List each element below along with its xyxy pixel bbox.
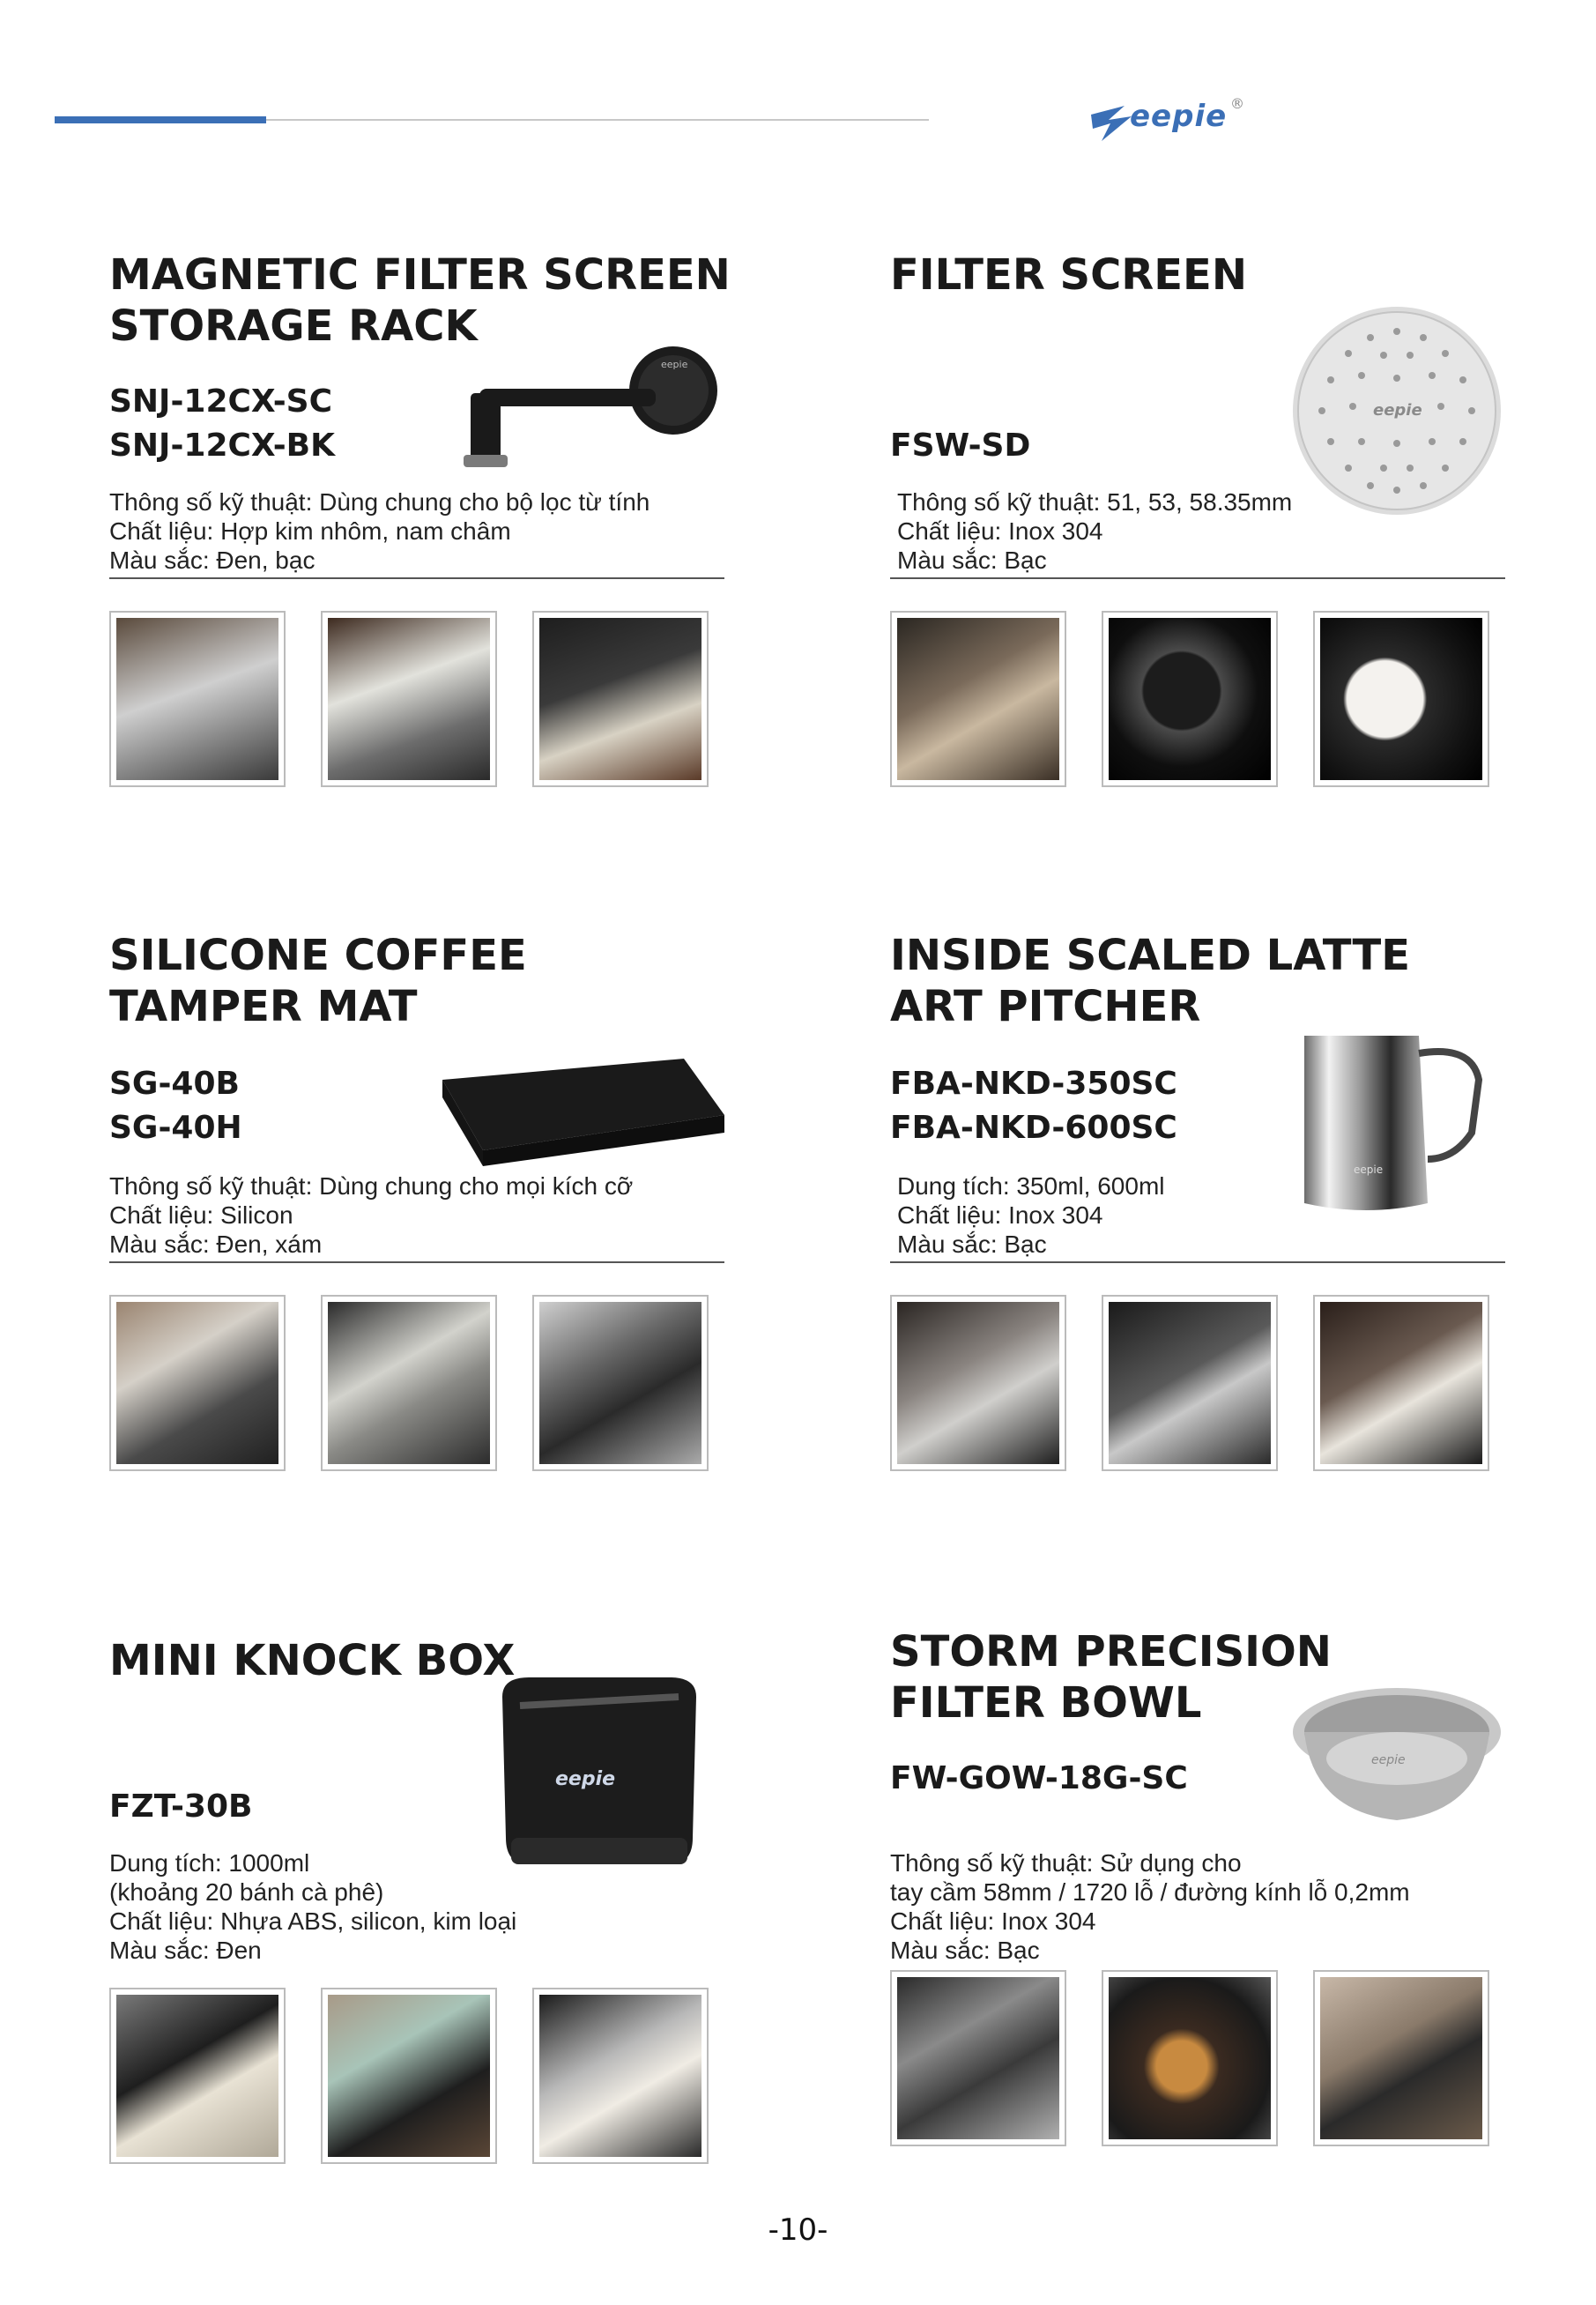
spec-line: Chất liệu: Inox 304: [890, 1907, 1096, 1935]
product-photo: [109, 611, 286, 787]
product-photo: [532, 611, 709, 787]
product-photo: [890, 1295, 1066, 1471]
product-code: SNJ-12CX-SC: [109, 383, 333, 420]
product-photo: [532, 1295, 709, 1471]
photo-row: [109, 611, 709, 787]
photo-row: [109, 1988, 709, 2164]
spec-line: Màu sắc: Bạc: [897, 547, 1047, 574]
product-specs: [890, 1848, 1410, 1965]
product-card: [109, 249, 731, 919]
top-divider-line: [266, 119, 929, 121]
product-card: [890, 249, 1507, 919]
title-line: STORAGE RACK: [109, 301, 478, 351]
product-card: [890, 1626, 1507, 2296]
spec-line: Dung tích: 350ml, 600ml: [897, 1172, 1165, 1200]
tamper-mat-image: [437, 1053, 728, 1168]
spec-line: Chất liệu: Inox 304: [897, 1201, 1103, 1229]
title-line: INSIDE SCALED LATTE: [890, 931, 1411, 980]
svg-text:eepie: eepie: [555, 1768, 616, 1790]
product-specs: [109, 1848, 516, 1965]
product-title: [109, 249, 731, 352]
product-photo: [532, 1988, 709, 2164]
spec-line: Thông số kỹ thuật: Sử dụng cho: [890, 1849, 1242, 1877]
product-photo: [1313, 1295, 1489, 1471]
spec-line: Thông số kỹ thuật: Dùng chung cho mọi kích cỡ: [109, 1172, 634, 1200]
title-line: TAMPER MAT: [109, 982, 418, 1031]
product-specs: [897, 1171, 1165, 1259]
top-accent-line: [55, 116, 266, 123]
spec-line: Màu sắc: Đen: [109, 1937, 262, 1964]
product-specs: [109, 487, 650, 575]
product-specs: [109, 1171, 633, 1259]
product-code: SNJ-12CX-BK: [109, 428, 336, 464]
product-card: [109, 1635, 726, 2305]
photo-row: [890, 1970, 1489, 2146]
product-photo: [1313, 1970, 1489, 2146]
product-card: [890, 930, 1507, 1600]
product-photo: [321, 1295, 497, 1471]
product-codes: [890, 424, 1030, 468]
product-photo: [890, 1970, 1066, 2146]
brand-logo-text: eepie: [1130, 99, 1228, 134]
filter-screen-image: [1287, 301, 1507, 521]
svg-text:eepie: eepie: [1371, 1753, 1406, 1767]
product-photo: [890, 611, 1066, 787]
product-title: [109, 930, 673, 1032]
spec-line: Thông số kỹ thuật: Dùng chung cho bộ lọc từ tính: [109, 488, 650, 516]
photo-row: [890, 1295, 1489, 1471]
product-photo: [321, 611, 497, 787]
title-line: STORM PRECISION: [890, 1627, 1332, 1677]
svg-text:eepie: eepie: [1373, 401, 1422, 420]
spec-line: (khoảng 20 bánh cà phê): [109, 1878, 384, 1906]
product-specs: [897, 487, 1292, 575]
spec-line: Chất liệu: Silicon: [109, 1201, 293, 1229]
section-rule: [890, 1261, 1505, 1263]
registered-mark: ®: [1230, 95, 1244, 112]
product-codes: [109, 380, 335, 468]
product-code: FSW-SD: [890, 428, 1031, 464]
product-card: [109, 930, 726, 1600]
knock-box-image: [494, 1670, 723, 1873]
page-number: -10-: [768, 2212, 828, 2248]
title-line: FILTER BOWL: [890, 1678, 1202, 1728]
product-code: FZT-30B: [109, 1788, 253, 1825]
spec-line: Dung tích: 1000ml: [109, 1849, 310, 1877]
product-code: SG-40H: [109, 1110, 242, 1146]
title-line: MAGNETIC FILTER SCREEN: [109, 250, 731, 300]
brand-logo: [1089, 95, 1248, 148]
section-rule: [109, 577, 724, 579]
photo-row: [890, 611, 1489, 787]
section-rule: [109, 1261, 724, 1263]
product-photo: [1102, 1295, 1278, 1471]
product-title: [890, 249, 1454, 301]
spec-line: Màu sắc: Bạc: [897, 1231, 1047, 1258]
product-photo: [321, 1988, 497, 2164]
product-code: FBA-NKD-600SC: [890, 1110, 1177, 1146]
spec-line: Chất liệu: Hợp kim nhôm, nam châm: [109, 517, 511, 545]
spec-line: Chất liệu: Nhựa ABS, silicon, kim loại: [109, 1907, 517, 1935]
spec-line: Thông số kỹ thuật: 51, 53, 58.35mm: [897, 488, 1293, 516]
section-rule: [890, 577, 1505, 579]
spec-line: Màu sắc: Bạc: [890, 1937, 1040, 1964]
product-photo: [109, 1988, 286, 2164]
product-codes: [890, 1062, 1177, 1150]
svg-text:eepie: eepie: [661, 359, 688, 370]
title-line: FILTER SCREEN: [890, 250, 1247, 300]
product-photo: [109, 1295, 286, 1471]
spec-line: Màu sắc: Đen, xám: [109, 1231, 323, 1258]
product-codes: [890, 1757, 1188, 1801]
filter-bowl-image: [1287, 1679, 1507, 1829]
latte-pitcher-image: [1287, 1027, 1498, 1221]
spec-line: Chất liệu: Inox 304: [897, 517, 1103, 545]
product-code: FW-GOW-18G-SC: [890, 1760, 1188, 1796]
product-title: [890, 930, 1454, 1032]
product-codes: [109, 1062, 242, 1150]
svg-text:eepie: eepie: [1354, 1164, 1384, 1176]
spec-line: tay cầm 58mm / 1720 lỗ / đường kính lỗ 0,2mm: [890, 1878, 1410, 1906]
product-codes: [109, 1785, 252, 1829]
product-photo: [1102, 611, 1278, 787]
title-line: ART PITCHER: [890, 982, 1201, 1031]
title-line: SILICONE COFFEE: [109, 931, 527, 980]
spec-line: Màu sắc: Đen, bạc: [109, 547, 315, 574]
photo-row: [109, 1295, 709, 1471]
product-code: SG-40B: [109, 1066, 240, 1102]
product-photo: [1102, 1970, 1278, 2146]
title-line: MINI KNOCK BOX: [109, 1636, 516, 1685]
product-code: FBA-NKD-350SC: [890, 1066, 1177, 1102]
magnetic-rack-image: [444, 345, 726, 477]
product-photo: [1313, 611, 1489, 787]
